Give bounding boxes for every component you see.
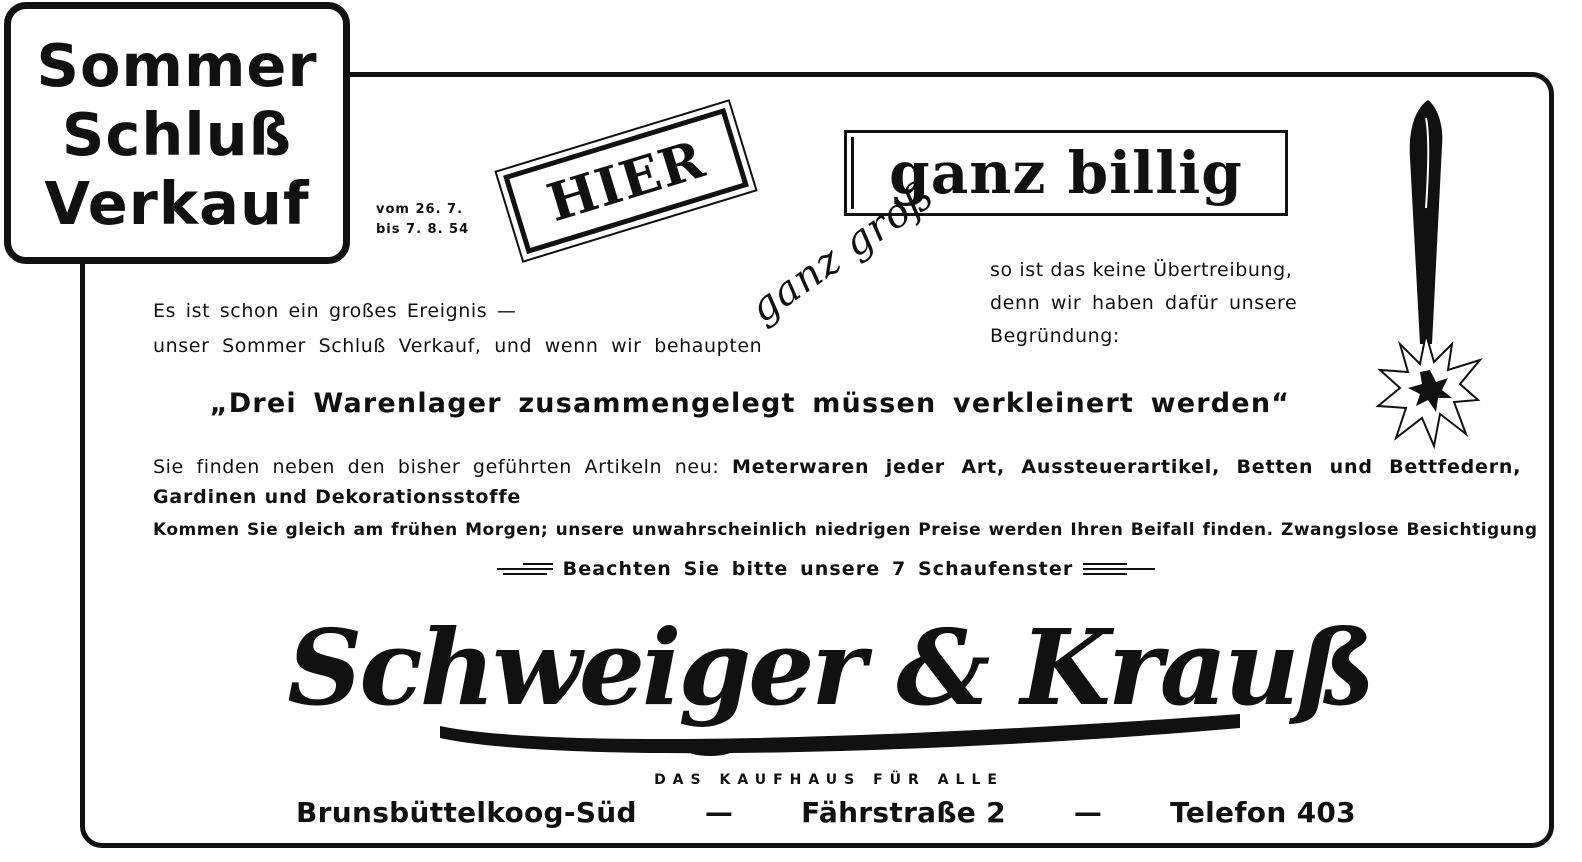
products-items-line1: Meterwaren jeder Art, Aussteuerartikel, Betten und Bettfedern, — [732, 456, 1522, 478]
store-logo — [287, 586, 1373, 766]
headline-quote — [0, 388, 1500, 419]
address-separator: — — [704, 795, 734, 829]
intro-left — [153, 294, 762, 364]
address-separator: — — [1073, 795, 1103, 829]
date-to: bis 7. 8. 54 — [376, 222, 470, 237]
date-from: vom 26. 7. — [376, 202, 464, 217]
address-phone: Telefon 403 — [1170, 795, 1356, 829]
intro-right — [990, 254, 1297, 353]
call-to-action: Kommen Sie gleich am frühen Morgen; unsere unwahrscheinlich niedrigen Preise werden Ihren Beifall finden. Zwangslose Besichtigung — [153, 520, 1538, 540]
products-items-line2: Gardinen und Dekorationsstoffe — [153, 486, 522, 508]
intro-right-line3: Begründung: — [990, 325, 1120, 347]
sale-dates — [376, 200, 469, 240]
sale-title-line1: Sommer — [36, 31, 318, 100]
products-prefix: Sie finden neben den bisher geführten Artikeln neu: — [153, 456, 720, 478]
sale-title-line2: Schluß — [61, 100, 293, 169]
right-rule — [1083, 563, 1155, 575]
address-place: Brunsbüttelkoog-Süd — [296, 795, 637, 829]
intro-left-line2: unser Sommer Schluß Verkauf, und wenn wir behaupten — [153, 335, 763, 357]
intro-right-line1: so ist das keine Übertreibung, — [990, 259, 1293, 281]
logo-dot — [684, 740, 736, 756]
intro-left-line1: Es ist schon ein großes Ereignis — — [153, 300, 517, 322]
left-rule — [497, 563, 553, 575]
exclamation-mark-icon — [1406, 98, 1444, 348]
headline-text: „Drei Warenlager zusammengelegt müssen verkleinert werden“ — [209, 388, 1291, 419]
ganz-gross-script: ganz groß — [741, 171, 943, 332]
hier-text: HIER — [540, 128, 712, 234]
sale-title-box — [4, 2, 350, 264]
products-paragraph — [153, 452, 1522, 512]
address-line — [296, 790, 1356, 834]
shop-windows-text: Beachten Sie bitte unsere 7 Schaufenster — [562, 558, 1074, 580]
address-street: Fährstraße 2 — [801, 795, 1006, 829]
logo-wordmark: Schweiger & Krauß — [287, 606, 1373, 729]
tagline: DAS KAUFHAUS FÜR ALLE — [654, 772, 1004, 788]
shop-windows-line — [496, 554, 1156, 584]
ganz-billig-text: ganz billig — [889, 139, 1243, 207]
products-line1 — [153, 452, 1522, 482]
sale-title-line3: Verkauf — [44, 169, 310, 238]
intro-right-line2: denn wir haben dafür unsere — [990, 292, 1298, 314]
